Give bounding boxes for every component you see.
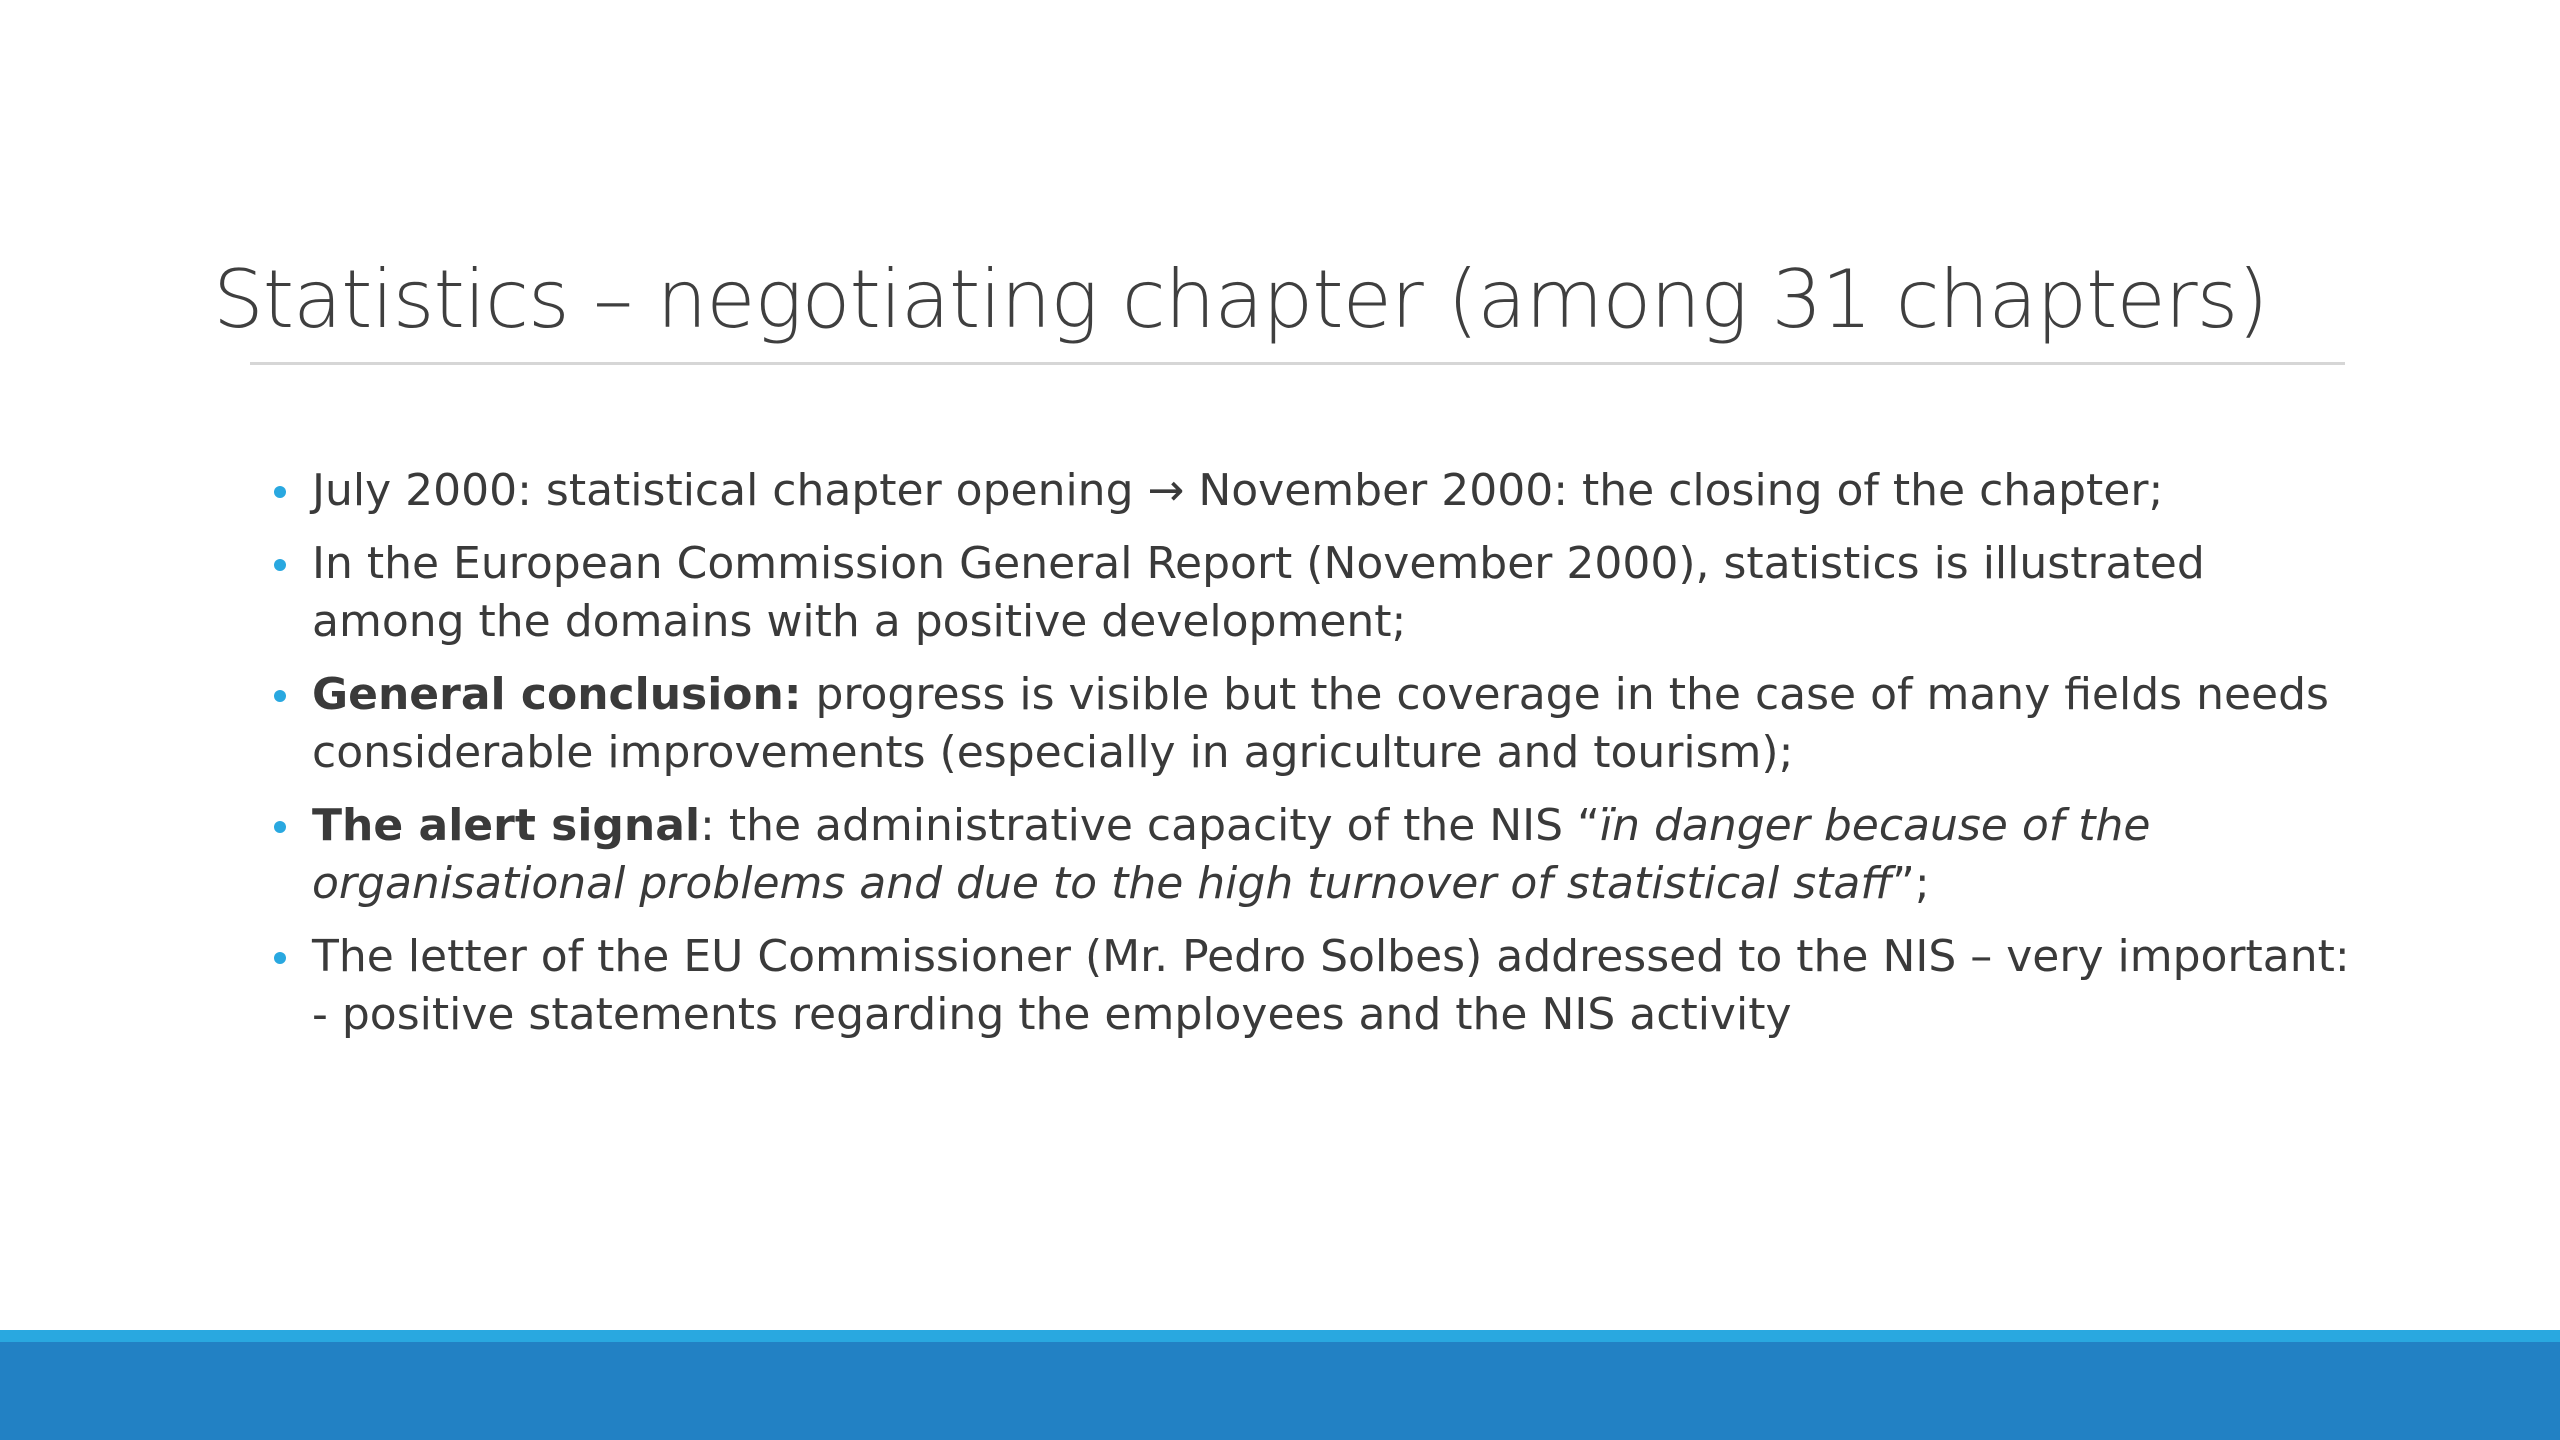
bullet-text-segment: - positive statements regarding the employees and the NIS activity: [312, 989, 1792, 1040]
bullet-text-segment: : the administrative capacity of the NIS “: [700, 800, 1600, 851]
bullet-text-segment: General conclusion:: [312, 669, 802, 720]
bullet-dot-icon: [274, 952, 286, 964]
bullet-text-segment: The letter of the EU Commissioner (Mr. Pedro Solbes) addressed to the NIS – very important:: [312, 931, 2350, 982]
bullet-text-segment: The alert signal: [312, 800, 701, 851]
bullet-text-segment: In the European Commission General Report (November 2000), statistics is illustrated among the domains with a positive development;: [312, 538, 2205, 647]
bullet-dot-icon: [274, 486, 286, 498]
footer-band: [0, 1342, 2560, 1440]
bullet-item: [270, 666, 2350, 782]
bullet-text-segment: July 2000: statistical chapter opening → November 2000: the closing of the chapter;: [312, 465, 2164, 516]
bullet-item: [270, 462, 2350, 520]
bullet-text-segment: progress is visible but the coverage in the case of many fields needs considerable improvements (especially in agriculture and tourism);: [312, 669, 2329, 778]
bullet-item: [270, 535, 2350, 651]
bullet-dot-icon: [274, 821, 286, 833]
bullet-dot-icon: [274, 690, 286, 702]
bullet-text-segment: ïn danger because of the organisational problems and due to the high turnover of statistical staff: [312, 800, 2151, 909]
bullet-list: [270, 462, 2350, 1059]
bullet-item: [270, 928, 2350, 1044]
bullet-text-segment: ”;: [1892, 858, 1930, 909]
title-divider: [250, 362, 2345, 365]
bullet-item: [270, 797, 2350, 913]
slide-title: Statistics – negotiating chapter (among 31 chapters): [213, 253, 2268, 346]
footer-accent-strip: [0, 1330, 2560, 1342]
bullet-dot-icon: [274, 559, 286, 571]
